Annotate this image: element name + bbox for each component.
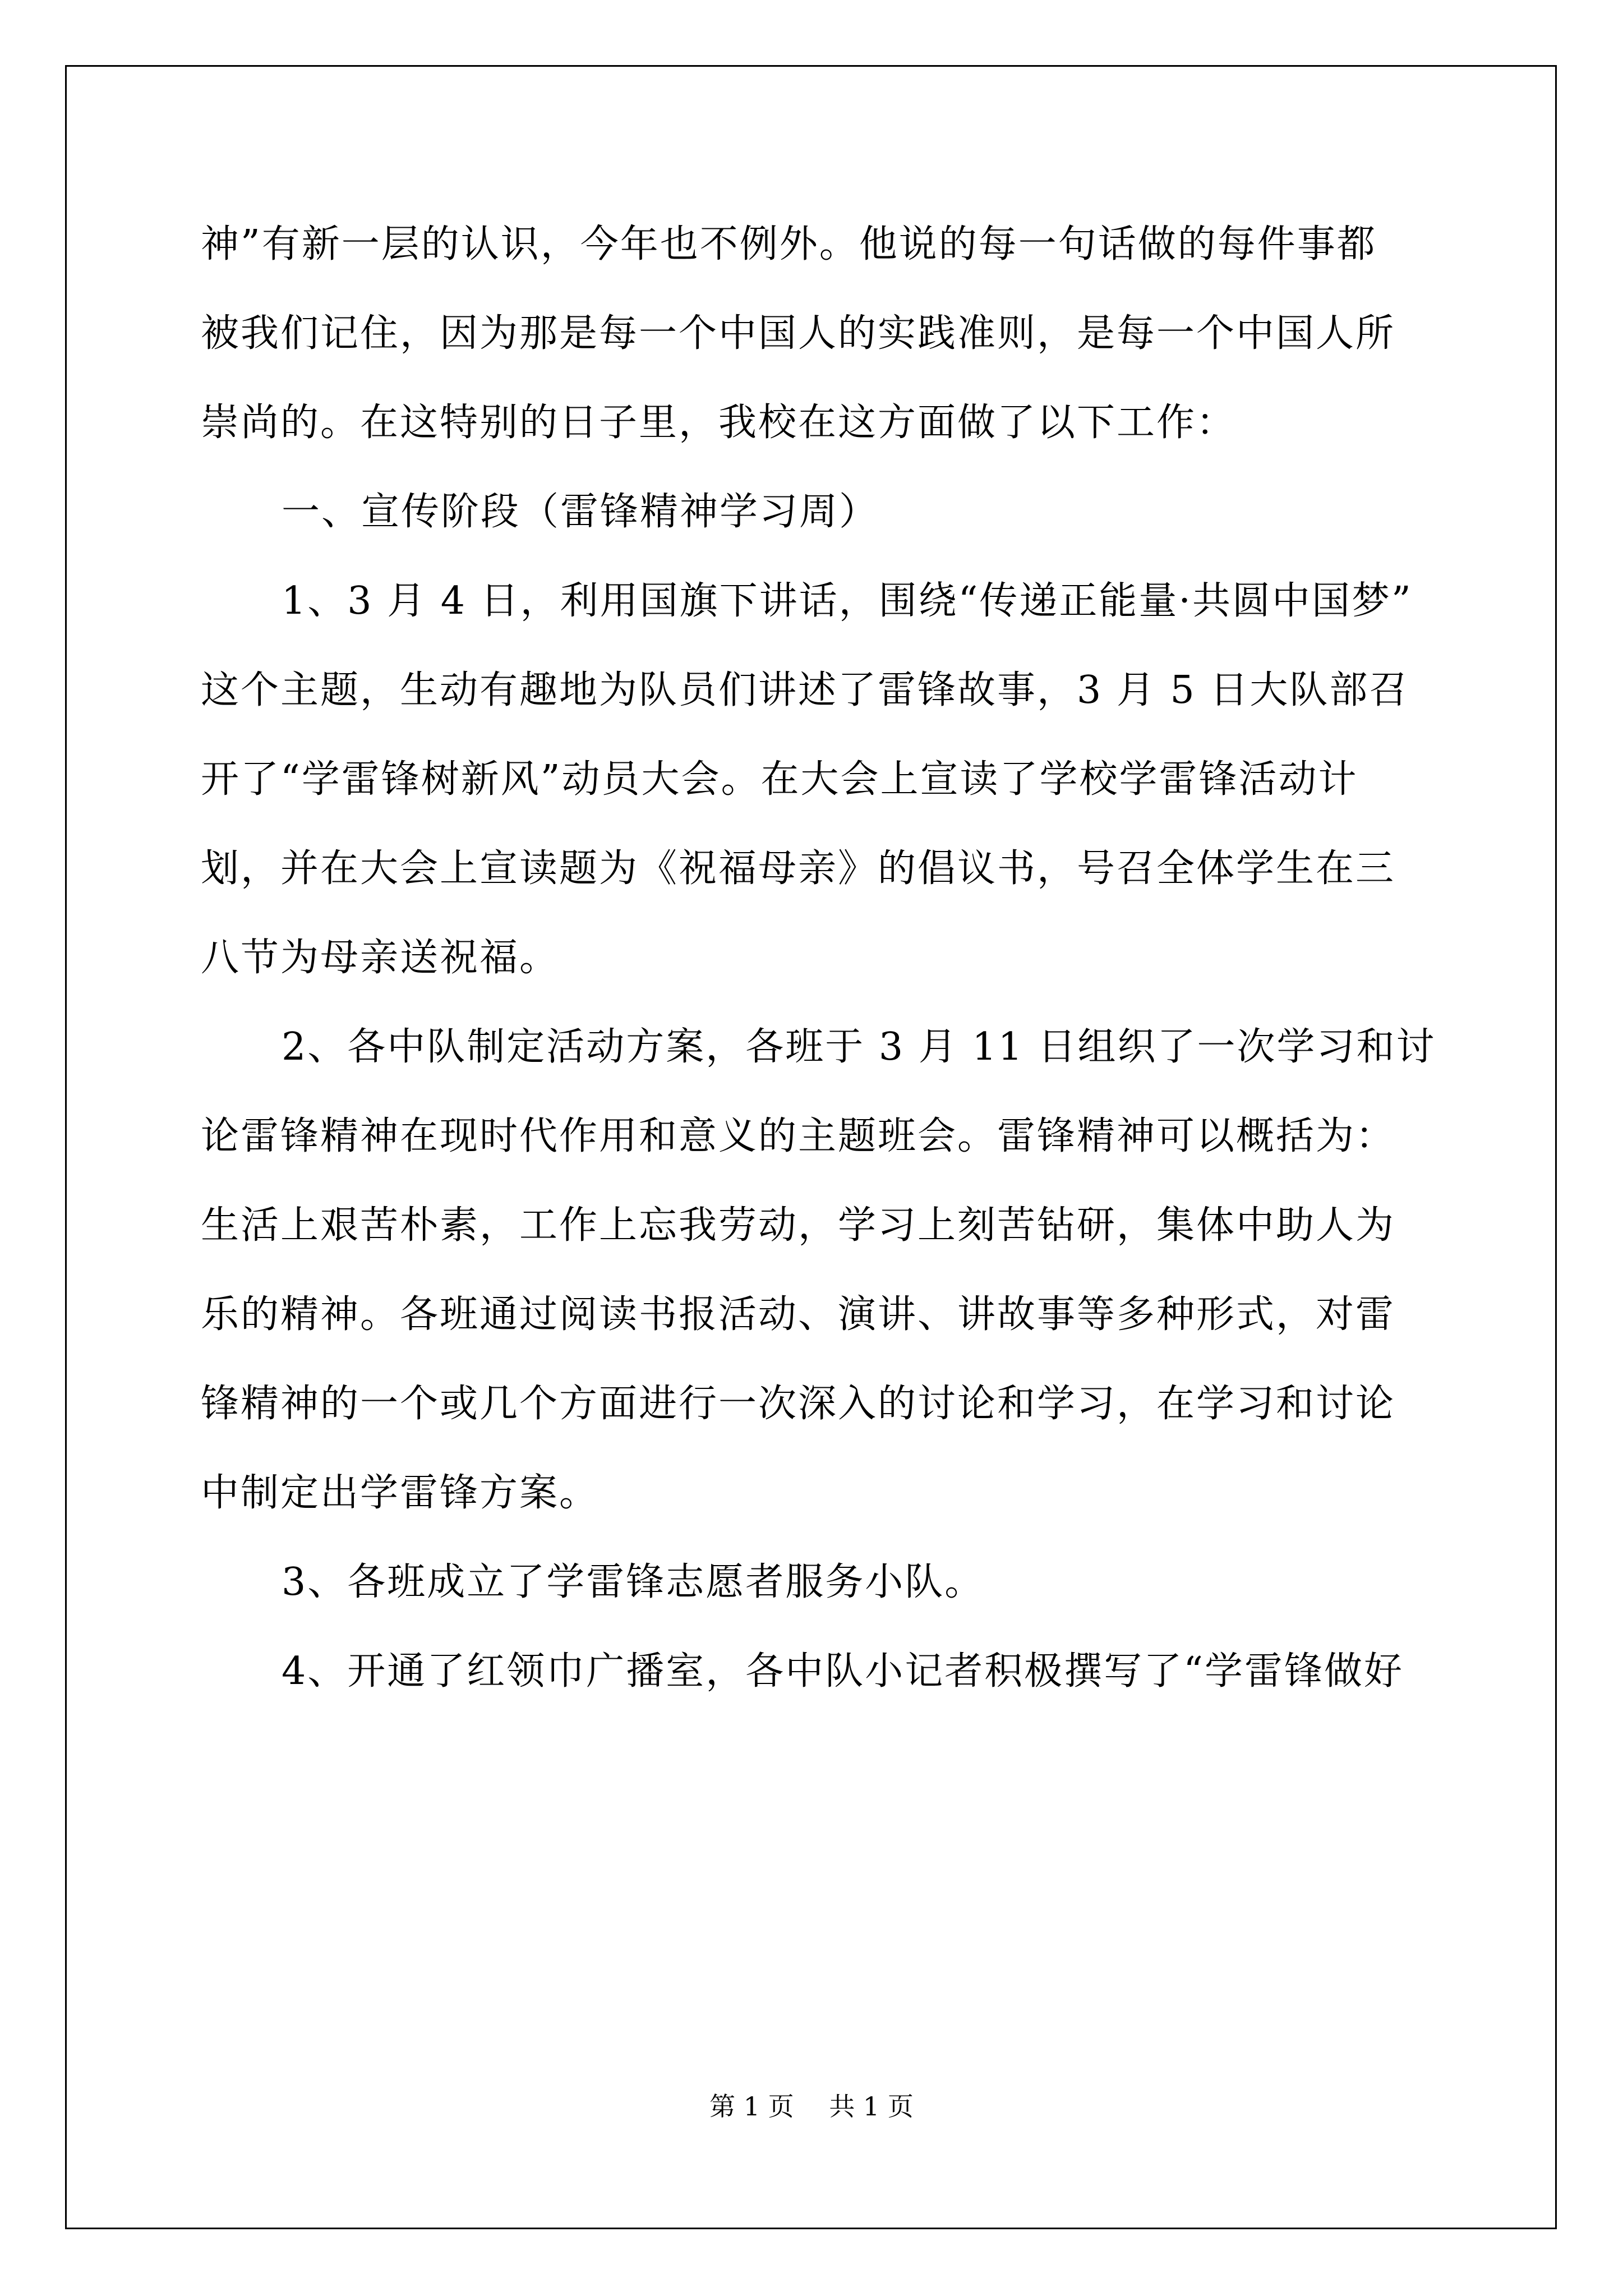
text-line: 被我们记住，因为那是每一个中国人的实践准则，是每一个中国人所: [201, 311, 1396, 356]
text-line: 划，并在大会上宣读题为《祝福母亲》的倡议书，号召全体学生在三: [201, 846, 1396, 891]
text-line: 4、开通了红领巾广播室，各中队小记者积极撰写了“学雷锋做好: [282, 1649, 1404, 1694]
text-line: 2、各中队制定活动方案，各班于 3 月 11 日组织了一次学习和讨: [282, 1025, 1436, 1069]
text-line: 论雷锋精神在现时代作用和意义的主题班会。雷锋精神可以概括为：: [201, 1114, 1396, 1158]
text-line: 中制定出学雷锋方案。: [201, 1471, 600, 1515]
text-line: 锋精神的一个或几个方面进行一次深入的讨论和学习，在学习和讨论: [201, 1382, 1396, 1426]
section-heading: 一、宣传阶段（雷锋精神学习周）: [282, 490, 879, 534]
text-line: 乐的精神。各班通过阅读书报活动、演讲、讲故事等多种形式，对雷: [201, 1292, 1396, 1337]
text-line: 神”有新一层的认识，今年也不例外。他说的每一句话做的每件事都: [201, 222, 1377, 266]
page-footer: [0, 2090, 1623, 2123]
text-line: 这个主题，生动有趣地为队员们讲述了雷锋故事，3 月 5 日大队部召: [201, 668, 1409, 712]
text-line: 崇尚的。在这特别的日子里，我校在这方面做了以下工作：: [201, 401, 1237, 445]
page-total: 共 1 页: [829, 2091, 914, 2122]
text-line: 1、3 月 4 日，利用国旗下讲话，围绕“传递正能量·共圆中国梦”: [282, 579, 1413, 623]
text-line: 八节为母亲送祝福。: [201, 936, 560, 980]
document-body: [201, 200, 1436, 1716]
page-number: 第 1 页: [709, 2091, 794, 2122]
text-line: 生活上艰苦朴素，工作上忘我劳动，学习上刻苦钻研，集体中助人为: [201, 1203, 1396, 1248]
text-line: 3、各班成立了学雷锋志愿者服务小队。: [282, 1560, 985, 1604]
text-line: 开了“学雷锋树新风”动员大会。在大会上宣读了学校学雷锋活动计: [201, 757, 1358, 802]
